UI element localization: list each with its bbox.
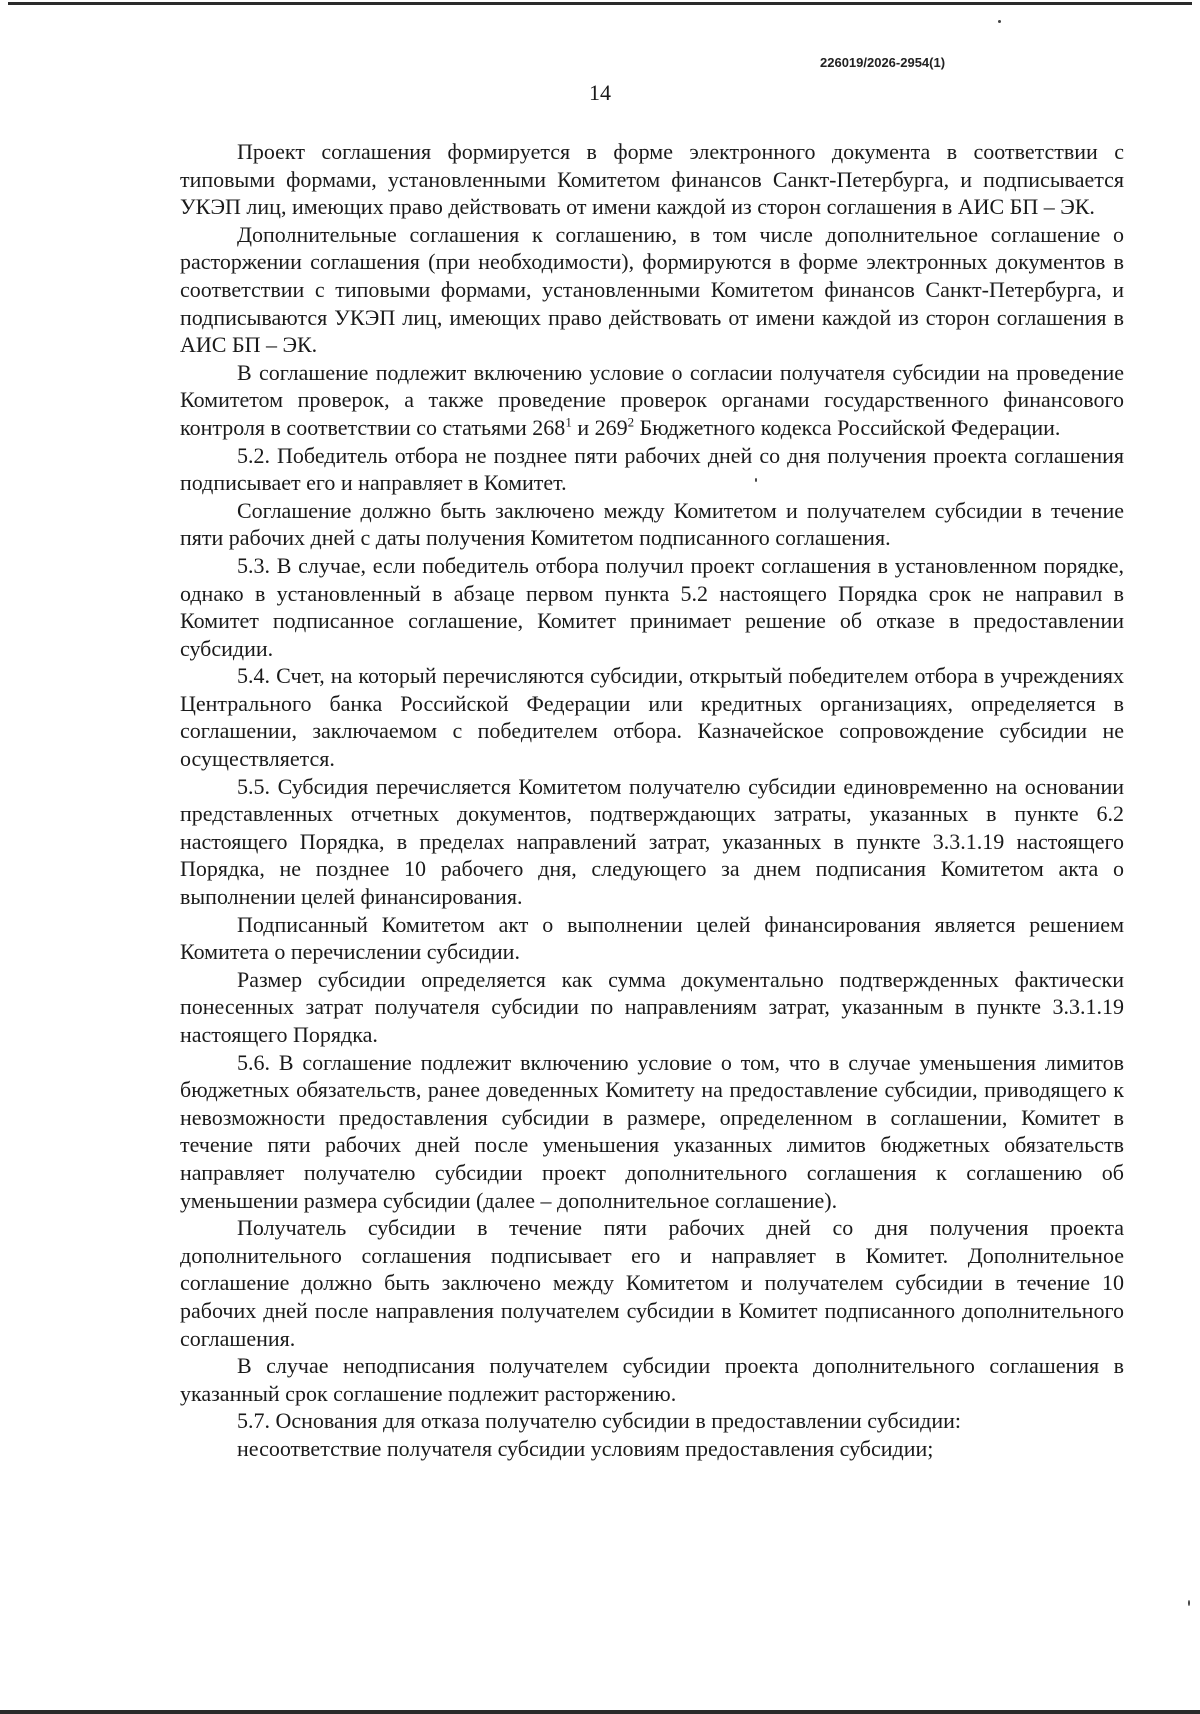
document-registration-number: 226019/2026-2954(1) [820,55,946,70]
paragraph: Соглашение должно быть заключено между Комитетом и получателем субсидии в течение пяти рабочих дней с даты получения Комитетом подписанного соглашения. [180,497,1124,551]
superscript: 2 [627,414,635,430]
paragraph: 5.5. Субсидия перечисляется Комитетом получателю субсидии единовременно на основании представленных отчетных документов, подтверждающих затраты, указанных в пункте 6.2 настоящего Порядка, в пределах направлений затрат, указанных в пункте 3.3.1.19 настоящего Порядка, не позднее 10 рабочего дня, следующего за днем подписания Комитетом акта о выполнении целей финансирования. [180,773,1124,910]
paragraph: Подписанный Комитетом акт о выполнении целей финансирования является решением Комитета о перечислении субсидии. [180,911,1124,965]
scan-speck [1188,1600,1190,1606]
paragraph: 5.4. Счет, на который перечисляются субсидии, открытый победителем отбора в учреждениях Центрального банка Российской Федерации или кредитных организациях, определяется в соглашении, заключаемом с победителем отбора. Казначейское сопровождение субсидии не осуществляется. [180,663,1124,772]
paragraph: 5.6. В соглашение подлежит включению условие о том, что в случае уменьшения лимитов бюджетных обязательств, ранее доведенных Комитету на предоставление субсидии, приводящего к невозможности предоставления субсидии в размере, определенном в соглашении, Комитет в течение пяти рабочих дней после уменьшения указанных лимитов бюджетных обязательств направляет получателю субсидии проект дополнительного соглашения к соглашению об уменьшении размера субсидии (далее – дополнительное соглашение). [180,1049,1124,1213]
paragraph-with-footnote-refs [180,359,1124,442]
paragraph: Проект соглашения формируется в форме электронного документа в соответствии с типовыми формами, установленными Комитетом финансов Санкт-Петербурга, и подписывается УКЭП лиц, имеющих право действовать от имени каждой из сторон соглашения в АИС БП – ЭК. [180,139,1124,220]
paragraph-text: Бюджетного кодекса Российской Федерации. [634,414,1061,440]
document-body [180,138,1124,1463]
scan-speck [998,20,1001,23]
paragraph: 5.3. В случае, если победитель отбора получил проект соглашения в установленном порядке, однако в установленный в абзаце первом пункта 5.2 настоящего Порядка срок не направил в Комитет подписанное соглашение, Комитет принимает решение об отказе в предоставлении субсидии. [180,552,1124,661]
paragraph: В случае неподписания получателем субсидии проекта дополнительного соглашения в указанный срок соглашение подлежит расторжению. [180,1353,1124,1406]
page-number: 14 [589,80,611,105]
superscript: 1 [565,414,572,430]
paragraph: 5.2. Победитель отбора не позднее пяти рабочих дней со дня получения проекта соглашения подписывает его и направляет в Комитет. [180,442,1124,496]
paragraph: 5.7. Основания для отказа получателю субсидии в предоставлении субсидии: [237,1408,962,1434]
paragraph: Размер субсидии определяется как сумма документально подтвержденных фактически понесенных затрат получателя субсидии по направлениям затрат, указанным в пункте 3.3.1.19 настоящего Порядка. [180,966,1124,1047]
paragraph-text: В соглашение подлежит включению условие о согласии получателя субсидии на проведение Комитетом проверок, а также проведение проверок органами государственного финансового контроля в соответствии со статьями 268 [180,359,1124,440]
paragraph: несоответствие получателя субсидии условиям предоставления субсидии; [237,1435,934,1461]
paragraph: Дополнительные соглашения к соглашению, в том числе дополнительное соглашение о расторжении соглашения (при необходимости), формируются в форме электронных документов в соответствии с типовыми формами, установленными Комитетом финансов Санкт-Петербурга, и подписываются УКЭП лиц, имеющих право действовать от имени каждой из сторон соглашения в АИС БП – ЭК. [180,221,1124,358]
paragraph-text: и 269 [571,414,628,440]
paragraph: Получатель субсидии в течение пяти рабочих дней со дня получения проекта дополнительного соглашения подписывает его и направляет в Комитет. Дополнительное соглашение должно быть заключено между Комитетом и получателем субсидии в течение 10 рабочих дней после направления получателем субсидии в Комитет подписанного дополнительного соглашения. [180,1215,1124,1351]
scan-edge-top [8,2,1192,5]
scan-edge-bottom [0,1710,1200,1714]
